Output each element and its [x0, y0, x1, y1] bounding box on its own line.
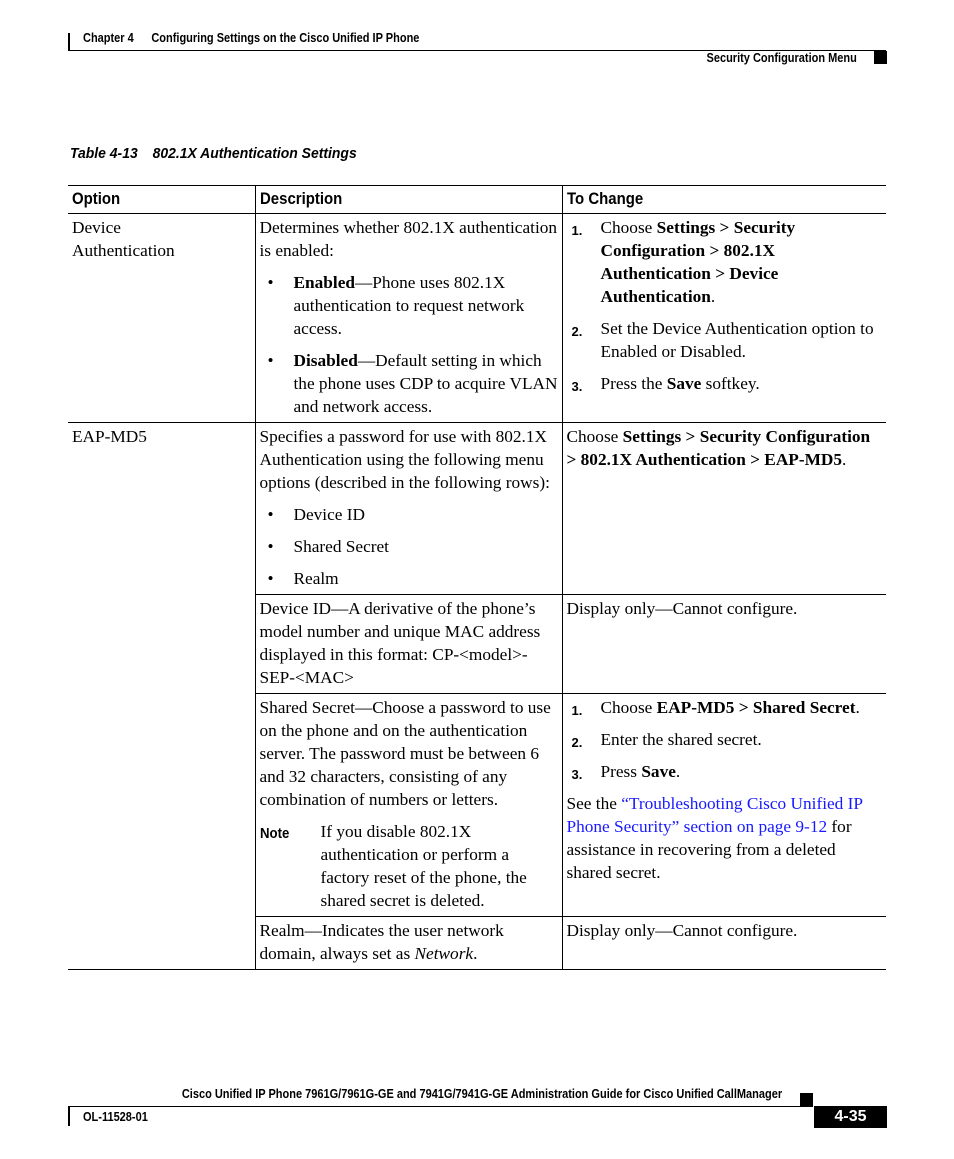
table-caption: [70, 145, 357, 162]
list-item: • Enabled—Phone uses 802.1X authentication to request network access.: [267, 273, 525, 338]
troubleshooting-link[interactable]: “Troubleshooting Cisco Unified IP Phone Security” section on page 9-12: [566, 794, 863, 836]
settings-table: [68, 185, 886, 970]
footer-rule-vertical: [68, 1106, 70, 1126]
column-header-description: Description: [255, 186, 562, 214]
description-text: Determines whether 802.1X authentication is enabled:: [259, 218, 558, 260]
description-cell: [255, 214, 562, 423]
list-item: • Shared Secret: [267, 537, 389, 556]
footer-marker: [800, 1093, 813, 1106]
running-header: [83, 31, 419, 45]
bullet-list: [260, 271, 558, 418]
column-header-option: Option: [68, 186, 255, 214]
description-cell: [255, 595, 562, 694]
option-name: EAP-MD5: [72, 427, 147, 446]
option-cell: [68, 423, 255, 970]
column-header-to-change: To Change: [562, 186, 886, 214]
description-cell: [255, 423, 562, 595]
to-change-cell: Choose Settings > Security Configuration > 802.1X Authentication > EAP-MD5.: [562, 423, 886, 595]
list-item: • Realm: [267, 569, 339, 588]
table-title: 802.1X Authentication Settings: [152, 145, 357, 162]
description-cell: [255, 694, 562, 917]
table-header-row: [68, 186, 886, 214]
header-rule-vertical: [68, 33, 70, 50]
description-text: Shared Secret—Choose a password to use on the phone and on the authentication server. The password must be between 6 and 32 characters, consisting of any combination of numbers or letters.: [259, 698, 551, 809]
header-marker: [874, 51, 887, 64]
to-change-cell: [562, 694, 886, 917]
to-change-cell: [562, 214, 886, 423]
page-number: 4-35: [814, 1106, 887, 1128]
note-label: Note: [259, 825, 289, 842]
section-title: Security Configuration Menu: [706, 51, 857, 65]
table-row: [68, 214, 886, 423]
option-cell: [68, 214, 255, 423]
list-item: • Disabled—Default setting in which the phone uses CDP to acquire VLAN and network access.: [267, 351, 558, 416]
step-list: [567, 216, 883, 395]
table-number: Table 4-13: [70, 145, 138, 162]
to-change-cell: [562, 595, 886, 694]
document-number: OL-11528-01: [83, 1110, 148, 1124]
chapter-title: Configuring Settings on the Cisco Unified IP Phone: [151, 31, 420, 45]
description-text: Specifies a password for use with 802.1X Authentication using the following menu options (described in the following rows):: [259, 427, 550, 492]
option-name: Device: [72, 218, 121, 237]
chapter-number: Chapter 4: [83, 31, 134, 45]
step-item: 2. Set the Device Authentication option to Enabled or Disabled.: [571, 319, 874, 361]
table-row: [68, 423, 886, 595]
list-item: • Device ID: [267, 505, 365, 524]
description-cell: Realm—Indicates the user network domain, always set as Network.: [255, 917, 562, 970]
footer-rule: [68, 1106, 813, 1107]
change-text: Display only—Cannot configure.: [566, 599, 798, 618]
step-item: 1. Choose EAP-MD5 > Shared Secret.: [571, 698, 860, 718]
step-item: 3. Press the Save softkey.: [571, 374, 760, 394]
note-block: [260, 820, 558, 912]
step-item: 3. Press Save.: [571, 762, 681, 782]
to-change-cell: [562, 917, 886, 970]
change-text: Display only—Cannot configure.: [566, 921, 798, 940]
description-text: Device ID—A derivative of the phone’s model number and unique MAC address displayed in this format: CP-<model>-SEP-<MAC>: [259, 599, 541, 687]
see-also-text: See the “Troubleshooting Cisco Unified IP Phone Security” section on page 9-12 for assistance in recovering from a deleted shared secret.: [566, 794, 863, 882]
step-list: [567, 696, 883, 783]
bullet-list: [260, 503, 558, 590]
step-item: 2. Enter the shared secret.: [571, 730, 762, 750]
footer-title: Cisco Unified IP Phone 7961G/7961G-GE and 7941G/7941G-GE Administration Guide for Cisco Unified CallManager: [181, 1087, 782, 1101]
note-text: If you disable 802.1X authentication or perform a factory reset of the phone, the shared secret is deleted.: [320, 822, 527, 910]
step-item: 1. Choose Settings > Security Configuration > 802.1X Authentication > Device Authentication.: [571, 218, 796, 306]
option-name: Authentication: [72, 241, 175, 260]
